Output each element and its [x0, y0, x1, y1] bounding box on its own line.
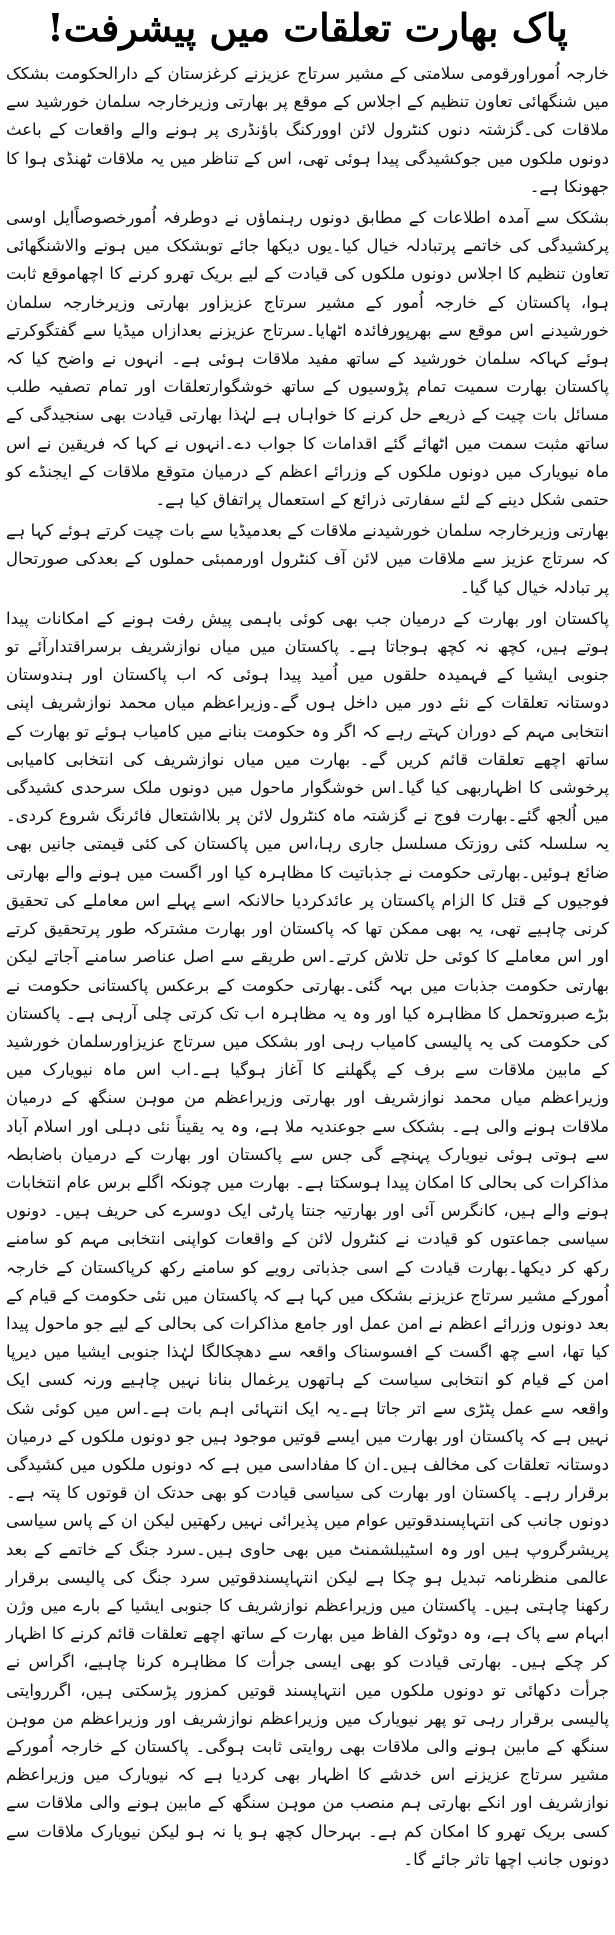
article-title: پاک بھارت تعلقات میں پیشرفت! [47, 5, 568, 50]
article-paragraph: بشکک سے آمدہ اطلاعات کے مطابق دونوں رہنماؤں نے دوطرفہ اُمورخصوصاًایل اوسی پرکشیدگی کی خاتمے پرتبادلہ خیال کیا۔یوں دیکھا جائے توبشکک میں ہونے والاشنگھائی تعاون تنظیم کا اجلاس دونوں ملکوں کی قیادت کے لیے بریک تھرو کرنے کا اچھاموقع ثابت ہوا، پاکستان کے خارجہ اُمور کے مشیر سرتاج عزیزاور بھارتی وزیرخارجہ سلمان خورشیدنے اس موقع سے بھرپورفائدہ اٹھایا۔سرتاج عزیزنے بعدازاں میڈیا سے گفتگوکرتے ہوئے کہاکہ سلمان خورشید کے ساتھ مفید ملاقات ہوئی ہے۔ انہوں نے واضح کیا کہ پاکستان بھارت سمیت تمام پڑوسیوں کے ساتھ خوشگوارتعلقات اور تمام تصفیہ طلب مسائل بات چیت کے ذریعے حل کرنے کا خواہاں ہے لہٰذا بھارتی قیادت بھی سنجیدگی کے ساتھ مثبت سمت میں اٹھائے گئے اقدامات کا جواب دے۔انہوں نے کہا کہ فریقین نے اس ماہ نیویارک میں دونوں ملکوں کے وزرائے اعظم کے درمیان متوقع ملاقات کے ایجنڈے کو حتمی شکل دینے کے لئے سفارتی ذرائع کے استعمال پراتفاق کیا ہے۔ [6, 208, 609, 510]
article-paragraph: خارجہ اُموراورقومی سلامتی کے مشیر سرتاج عزیزنے کرغزستان کے دارالحکومت بشکک میں شنگھائی تعاون تنظیم کے اجلاس کے موقع پر بھارتی وزیرخارجہ سلمان خورشید سے ملاقات کی۔گزشتہ دنوں کنٹرول لائن اوورکنگ باؤنڈری پر ہونے والے واقعات کے باعث دونوں ملکوں میں جوکشیدگی پیدا ہوئی تھی، اس کے تناظر میں یہ ملاقات ٹھنڈی ہوا کا جھونکا ہے۔ [6, 64, 609, 196]
article-paragraph: پاکستان اور بھارت کے درمیان جب بھی کوئی باہمی پیش رفت ہونے کے امکانات پیدا ہوتے ہیں، کچھ نہ کچھ ہوجاتا ہے۔ پاکستان میں میاں نوازشریف برسراقتدارآئے تو جنوبی ایشیا کے فہمیدہ حلقوں میں اُمید پیدا ہوئی کہ اب پاکستان اور ہندوستان دوستانہ تعلقات کے نئے دور میں داخل ہوں گے۔وزیراعظم میاں محمد نوازشریف اپنی انتخابی مہم کے دوران کہتے رہے کہ اگر وہ حکومت بنانے میں کامیاب ہوئے تو بھارت کے ساتھ اچھے تعلقات قائم کریں گے۔ بھارت میں میاں نوازشریف کی انتخابی کامیابی پرخوشی کا اظہاربھی کیا گیا۔اس خوشگوار ماحول میں دونوں ملک سرحدی کشیدگی میں اُلجھ گئے۔بھارت فوج نے گزشتہ ماہ کنٹرول لائن پر بلااشتعال فائرنگ شروع کردی۔یہ سلسلہ کئی روزتک مسلسل جاری رہا،اس میں پاکستان کی کئی قیمتی جانیں بھی ضائع ہوئیں۔بھارتی حکومت نے جذباتیت کا مظاہرہ کیا اور اگست میں ہونے والے بھارتی فوجیوں کے قتل کا الزام پاکستان پر عائدکردیا حالانکہ اسے پہلے اس معاملے کی تحقیق کرنی چاہیے تھی، یہ بھی ممکن تھا کہ پاکستان اور بھارت مشترکہ طور پرتحقیق کرتے اور اس معاملے کا کوئی حل تلاش کرتے۔اس طریقے سے اصل عناصر سامنے آجاتے لیکن بھارتی حکومت جذبات میں بہہ گئی۔بھارتی حکومت کے برعکس پاکستانی حکومت نے بڑے صبروتحمل کا مظاہرہ کیا اور وہ یہ مظاہرہ اب تک کرتی چلی آرہی ہے۔ پاکستان کی حکومت کی یہ پالیسی کامیاب رہی اور بشکک میں سرتاج عزیزاورسلمان خورشید کے مابین ملاقات سے برف کے پگھلنے کا آغاز ہوگیا ہے۔اب اس ماہ نیویارک میں وزیراعظم میاں محمد نوازشریف اور بھارتی وزیراعظم من موہن سنگھ کے درمیان ملاقات ہونے والی ہے۔ بشکک سے جوعندیہ ملا ہے، وہ یہ یقیناً نئی دہلی اور اسلام آباد سے ہوتی ہوئی نیویارک پہنچے گی جس سے پاکستان اور بھارت کے درمیان باضابطہ مذاکرات کی بحالی کا امکان پیدا ہوسکتا ہے۔ بھارت میں چونکہ اگلے برس عام انتخابات ہونے والے ہیں، کانگرس آئی اور بھارتیہ جنتا پارٹی ایک دوسرے کی حریف ہیں۔ دونوں سیاسی جماعتوں کو قیادت نے کنٹرول لائن کے واقعات کواپنی انتخابی مہم کو سامنے رکھ کر دیکھا۔بھارت قیادت کے اسی جذباتی رویے کو سامنے رکھ کرپاکستان کے خارجہ اُمورکے مشیر سرتاج عزیزنے بشکک میں کہا ہے کہ پاکستان میں نئی حکومت کے قیام کے بعد دونوں وزرائے اعظم نے امن عمل اور جامع مذاکرات کی بحالی کے لیے جو ماحول پیدا کیا تھا، اسے چھ اگست کے افسوسناک واقعہ سے دھچکالگا لہٰذا جنوبی ایشیا میں دیرپا امن کے قیام کو انتخابی سیاست کے ہاتھوں یرغمال بنانا نہیں چاہیے ورنہ کسی ایک واقعہ سے عمل پٹڑی سے اتر جاتا ہے۔یہ ایک انتہائی اہم بات ہے۔اس میں کوئی شک نہیں ہے کہ پاکستان اور بھارت میں ایسے قوتیں موجود ہیں جو دونوں ملکوں کے درمیان دوستانہ تعلقات کی مخالف ہیں۔ان کا مفاداسی میں ہے کہ دونوں ملکوں میں کشیدگی برقرار رہے۔ پاکستان اور بھارت کی سیاسی قیادت کو بھی حدتک ان قوتوں کا پتہ ہے۔دونوں جانب کی انتہاپسندقوتیں عوام میں پذیرائی نہیں رکھتیں لیکن ان کے پاس سیاسی پریشرگروپ ہیں اور وہ اسٹیبلشمنٹ میں بھی حاوی ہیں۔سرد جنگ کے خاتمے کے بعد عالمی منظرنامہ تبدیل ہو چکا ہے لیکن انتہاپسندقوتیں سرد جنگ کی پالیسی برقرار رکھنا چاہتی ہیں۔ پاکستان میں وزیراعظم نوازشریف کا جنوبی ایشیا کے بارے میں وژن ابہام سے پاک ہے، وہ دوٹوک الفاظ میں بھارت کے ساتھ اچھے تعلقات قائم کرنے کا اظہار کر چکے ہیں۔ بھارتی قیادت کو بھی ایسی جرأت کا مظاہرہ کرنا چاہیے، اگراس نے جرأت دکھائی تو دونوں ملکوں میں انتہاپسند قوتیں کمزور پڑسکتی ہیں، اگرروایتی پالیسی برقرار رہی تو پھر نیویارک میں وزیراعظم نوازشریف اور وزیراعظم من موہن سنگھ کے مابین ہونے والی ملاقات بھی روایتی ثابت ہوگی۔ پاکستان کے خارجہ اُمورکے مشیر سرتاج عزیزنے اس خدشے کا اظہار بھی کردیا ہے کہ نیویارک میں وزیراعظم نوازشریف اور انکے بھارتی ہم منصب من موہن سنگھ کے مابین ہونے والی ملاقات سے کسی بریک تھرو کا امکان کم ہے۔ بہرحال کچھ ہو یا نہ ہو لیکن نیویارک ملاقات سے دونوں جانب اچھا تاثر جائے گا۔ [6, 608, 609, 1869]
article-paragraph: بھارتی وزیرخارجہ سلمان خورشیدنے ملاقات کے بعدمیڈیا سے بات چیت کرتے ہوئے کہا ہے کہ سرتاج عزیز سے ملاقات میں لائن آف کنٹرول اورممبئی حملوں کے بعدکی صورتحال پر تبادلہ خیال کیا گیا۔ [6, 521, 609, 597]
